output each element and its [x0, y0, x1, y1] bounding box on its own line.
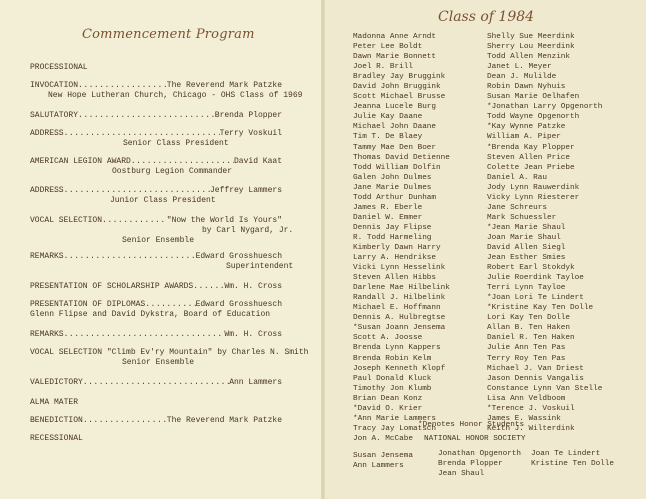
graduate-name: Kristine Ten Dolle	[531, 460, 615, 469]
program-item-label: ALMA MATER	[30, 398, 79, 407]
program-item-label: VALEDICTORY	[30, 378, 83, 387]
graduate-name: Todd William Dolfin	[353, 163, 441, 172]
graduate-name: Dawn Marie Bonnett	[353, 53, 437, 62]
graduate-name: Daniel W. Emmer	[353, 213, 423, 222]
graduate-name: Dennis Jay Flipse	[353, 223, 432, 232]
graduate-name: Daniel R. Ten Haken	[487, 334, 575, 343]
graduate-name: *David O. Krier	[353, 404, 423, 413]
graduate-name: William A. Piper	[487, 133, 561, 142]
graduate-name: Keith J. Wilterdink	[487, 424, 575, 433]
graduate-name: Jeanna Lucele Burg	[353, 103, 437, 112]
graduate-name: Brenda Plopper	[438, 460, 503, 469]
graduate-name: Jody Lynn Rauwerdink	[487, 183, 580, 192]
nhs-column-2	[438, 449, 521, 479]
program-item-label: VOCAL SELECTION "Climb Ev'ry Mountain" by Charles N. Smith	[30, 348, 309, 357]
graduate-name: David Allen Siegl	[487, 243, 566, 252]
graduate-name: Lori Kay Ten Dolle	[487, 314, 571, 323]
graduate-name: Robin Dawn Nyhuis	[487, 83, 566, 92]
nhs-column-3	[531, 449, 614, 469]
graduate-name: Janet L. Meyer	[487, 63, 552, 72]
program-item	[30, 129, 282, 149]
program-item	[30, 398, 282, 408]
program-item-value: Terry Voskuil	[219, 129, 282, 138]
graduate-name: Dennis A. Hulbregtse	[353, 314, 446, 323]
dot-leader	[83, 378, 229, 388]
graduate-name: Susan Jensema	[353, 452, 413, 460]
graduate-name: Bradley Jay Bruggink	[353, 73, 446, 82]
graduate-name: Steven Allen Price	[487, 153, 571, 162]
dot-leader	[64, 252, 196, 262]
graduate-name: James E. Wassink	[487, 414, 561, 423]
program-item	[30, 416, 282, 426]
graduate-name: *Susan Joann Jensema	[353, 324, 446, 333]
class-title: Class of 1984	[438, 9, 535, 25]
graduate-name: Vicki Lynn Hesselink	[353, 264, 446, 273]
program-item-detail: Junior Class President	[110, 196, 216, 205]
graduate-name: Todd Arthur Dunham	[353, 193, 437, 202]
program-item-detail: Senior Ensemble	[122, 358, 195, 367]
honor-note: *Denotes Honor Students	[418, 421, 525, 429]
graduate-name: Kimberly Dawn Harry	[353, 243, 441, 252]
graduate-name: *Terence J. Voskuil	[487, 404, 575, 413]
program-item	[30, 348, 309, 368]
graduate-name: *Ann Marie Lammers	[353, 414, 437, 423]
dot-leader	[64, 186, 210, 196]
graduate-name: Randall J. Hilbelink	[353, 294, 446, 303]
program-item-detail: Superintendent	[226, 262, 294, 271]
graduate-name: *Jonathan Larry Opgenorth	[487, 103, 603, 112]
program-item-value: Edward Grosshuesch	[195, 252, 282, 261]
program-item-label: VOCAL SELECTION	[30, 216, 103, 225]
graduate-name: Todd Wayne Opgenorth	[487, 113, 580, 122]
graduate-name: Terri Lynn Tayloe	[487, 284, 566, 293]
graduate-name: *Jean Marie Shaul	[487, 223, 566, 232]
program-item	[30, 300, 282, 320]
program-item-label: INVOCATION	[30, 81, 79, 90]
program-item-label: PRESENTATION OF DIPLOMAS	[30, 300, 146, 309]
program-item-label: AMERICAN LEGION AWARD	[30, 157, 131, 166]
graduate-name: Michael E. Hoffmann	[353, 304, 441, 313]
program-item-value: "Now the World Is Yours"	[166, 216, 282, 225]
graduate-name: Daniel A. Rau	[487, 173, 547, 182]
graduate-name: Michael John Daane	[353, 123, 437, 132]
graduate-name: Steven Allen Hibbs	[353, 274, 437, 283]
program-item-label: PROCESSIONAL	[30, 63, 88, 72]
graduate-name: *Kristine Kay Ten Dolle	[487, 304, 594, 313]
dot-leader	[131, 157, 234, 167]
program-item-value: Wm. H. Cross	[224, 330, 282, 339]
graduate-name: Robert Earl Stokdyk	[487, 264, 575, 273]
dot-leader	[102, 216, 167, 226]
program-item-label: ADDRESS	[30, 186, 64, 195]
dot-leader	[193, 282, 224, 292]
graduate-name: Jean Shaul	[438, 470, 485, 479]
graduates-column-2	[487, 32, 602, 434]
program-item-value: David Kaat	[233, 157, 282, 166]
program-item-value: Edward Grosshuesch	[195, 300, 282, 309]
graduate-name: Madonna Anne Arndt	[353, 33, 437, 41]
graduate-name: James R. Eberle	[353, 203, 423, 212]
program-title: Commencement Program	[82, 27, 255, 42]
program-item-detail: Senior Ensemble	[122, 236, 195, 245]
program-item	[30, 282, 282, 292]
graduate-name: *Joan Lori Te Lindert	[487, 294, 584, 303]
graduate-name: Jon A. McCabe	[353, 434, 413, 443]
graduate-name: Darlene Mae Hilbelink	[353, 284, 450, 293]
graduate-name: David John Bruggink	[353, 83, 441, 92]
graduate-name: Sherry Lou Meerdink	[487, 43, 575, 52]
graduate-name: Colette Jean Priebe	[487, 163, 575, 172]
graduate-name: Jane Marie Dulmes	[353, 183, 432, 192]
graduate-name: Brian Dean Konz	[353, 394, 423, 403]
graduate-name: Jason Dennis Vangalis	[487, 374, 584, 383]
graduate-name: Michael J. Van Driest	[487, 364, 584, 373]
graduate-name: Scott A. Joosse	[353, 334, 423, 343]
graduate-name: Joan Te Lindert	[531, 450, 601, 458]
graduate-name: Allan B. Ten Haken	[487, 324, 571, 333]
graduate-name: Ann Lammers	[353, 462, 404, 471]
graduate-name: Scott Michael Brusse	[353, 93, 446, 102]
program-item-detail: New Hope Lutheran Church, Chicago - OHS Class of 1969	[48, 91, 303, 100]
graduate-name: Constance Lynn Van Stelle	[487, 384, 603, 393]
graduate-name: Joel R. Brill	[353, 63, 413, 72]
dot-leader	[64, 330, 225, 340]
graduate-name: Todd Allen Menzink	[487, 53, 571, 62]
program-item-detail: Glenn Flipse and David Dykstra, Board of Education	[30, 310, 271, 319]
program-item	[30, 81, 303, 101]
page-fold	[321, 0, 325, 499]
graduate-name: Brenda Robin Kelm	[353, 354, 432, 363]
program-item-label: BENEDICTION	[30, 416, 83, 425]
graduates-column-1	[353, 32, 450, 444]
graduate-name: Jane Schreurs	[487, 203, 547, 212]
graduate-name: Larry A. Hendrikse	[353, 254, 437, 263]
program-item	[30, 111, 282, 121]
graduate-name: Tracy Jay Lomatsch	[353, 424, 437, 433]
graduate-name: Susan Marie Oelhafen	[487, 93, 580, 102]
program-item-value: Wm. H. Cross	[224, 282, 282, 291]
graduate-name: Terry Roy Ten Pas	[487, 354, 566, 363]
program-item-value: Jeffrey Lammers	[209, 186, 282, 195]
dot-leader	[145, 300, 195, 310]
program-item	[30, 252, 294, 272]
nhs-column-1	[353, 451, 413, 471]
graduate-name: Galen John Dulmes	[353, 173, 432, 182]
graduate-name: Joseph Kenneth Klopf	[353, 364, 446, 373]
graduate-name: Julie Roerdink Tayloe	[487, 274, 584, 283]
program-item	[30, 216, 294, 246]
dot-leader	[78, 81, 167, 91]
graduate-name: Mark Schuessler	[487, 213, 557, 222]
graduate-name: Dean J. Mulilde	[487, 73, 557, 82]
program-item-value: The Reverend Mark Patzke	[166, 81, 282, 90]
graduate-name: Julie Kay Daane	[353, 113, 423, 122]
graduate-name: Tim T. De Blaey	[353, 133, 423, 142]
program-item-value: Ann Lammers	[229, 378, 282, 387]
program-item-label: REMARKS	[30, 252, 64, 261]
graduate-name: Shelly Sue Meerdink	[487, 33, 575, 41]
program-item-detail: Senior Class President	[123, 139, 229, 148]
dot-leader	[83, 416, 167, 426]
graduate-name: Jonathan Opgenorth	[438, 450, 522, 458]
program-item-value: Brenda Plopper	[214, 111, 282, 120]
program-item-detail: Oostburg Legion Commander	[112, 167, 233, 176]
program-item-value: The Reverend Mark Patzke	[166, 416, 282, 425]
nhs-title: NATIONAL HONOR SOCIETY	[424, 435, 526, 443]
program-item	[30, 157, 282, 177]
graduate-name: Jean Esther Smies	[487, 254, 566, 263]
program-item-label: ADDRESS	[30, 129, 64, 138]
dot-leader	[78, 111, 215, 121]
graduate-name: Peter Lee Boldt	[353, 43, 423, 52]
graduate-name: Paul Donald Kluck	[353, 374, 432, 383]
program-item-label: SALUTATORY	[30, 111, 79, 120]
program-item	[30, 330, 282, 340]
graduate-name: Lisa Ann Veldboom	[487, 394, 566, 403]
program-item	[30, 434, 282, 444]
graduate-name: Joan Marie Shaul	[487, 233, 561, 242]
graduate-name: *Brenda Kay Plopper	[487, 143, 575, 152]
program-item	[30, 378, 282, 388]
program-item-label: REMARKS	[30, 330, 64, 339]
graduate-name: Vicky Lynn Riesterer	[487, 193, 580, 202]
graduate-name: Julie Ann Ten Pas	[487, 344, 566, 353]
graduate-name: *Kay Wynne Patzke	[487, 123, 566, 132]
program-item-detail: by Carl Nygard, Jr.	[202, 226, 294, 235]
program-item	[30, 186, 282, 206]
graduate-name: Brenda Lynn Kappers	[353, 344, 441, 353]
graduate-name: Thomas David Detienne	[353, 153, 450, 162]
graduate-name: Timothy Jon Klumb	[353, 384, 432, 393]
program-item-label: RECESSIONAL	[30, 434, 83, 443]
graduate-name: Tammy Mae Den Boer	[353, 143, 437, 152]
graduate-name: R. Todd Harmeling	[353, 233, 432, 242]
program-item	[30, 63, 282, 73]
dot-leader	[64, 129, 220, 139]
program-item-label: PRESENTATION OF SCHOLARSHIP AWARDS	[30, 282, 194, 291]
